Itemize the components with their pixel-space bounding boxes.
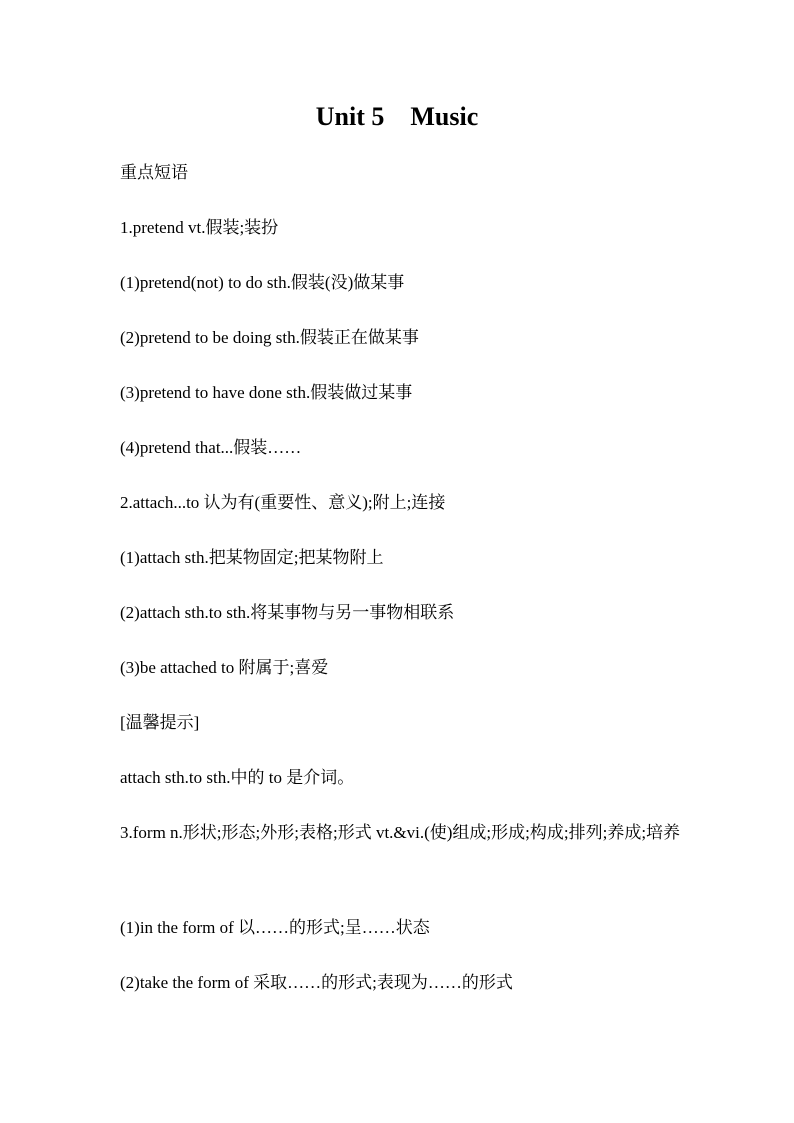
entry-pretend-sub-3: (3)pretend to have done sth.假装做过某事	[120, 383, 413, 402]
entry-pretend-sub-2: (2)pretend to be doing sth.假装正在做某事	[120, 328, 419, 347]
tip-heading: [温馨提示]	[120, 713, 200, 732]
entry-pretend-sub-1: (1)pretend(not) to do sth.假装(没)做某事	[120, 273, 405, 292]
tip-text: attach sth.to sth.中的 to 是介词。	[120, 768, 355, 787]
entry-pretend-sub-4: (4)pretend that...假装……	[120, 438, 302, 457]
entry-attach-sub-3: (3)be attached to 附属于;喜爱	[120, 658, 329, 677]
entry-form-sub-1: (1)in the form of 以……的形式;呈……状态	[120, 918, 430, 937]
entry-pretend: 1.pretend vt.假装;装扮	[120, 218, 279, 237]
entry-attach-sub-2: (2)attach sth.to sth.将某事物与另一事物相联系	[120, 603, 455, 622]
entry-attach: 2.attach...to 认为有(重要性、意义);附上;连接	[120, 493, 446, 512]
entry-form-sub-2: (2)take the form of 采取……的形式;表现为……的形式	[120, 973, 513, 992]
page-title: Unit 5 Music	[315, 102, 479, 131]
entry-form: 3.form n.形状;形态;外形;表格;形式 vt.&vi.(使)组成;形成;构成;排列;养成;培养	[120, 823, 681, 842]
section-heading: 重点短语	[120, 163, 188, 182]
entry-attach-sub-1: (1)attach sth.把某物固定;把某物附上	[120, 548, 384, 567]
